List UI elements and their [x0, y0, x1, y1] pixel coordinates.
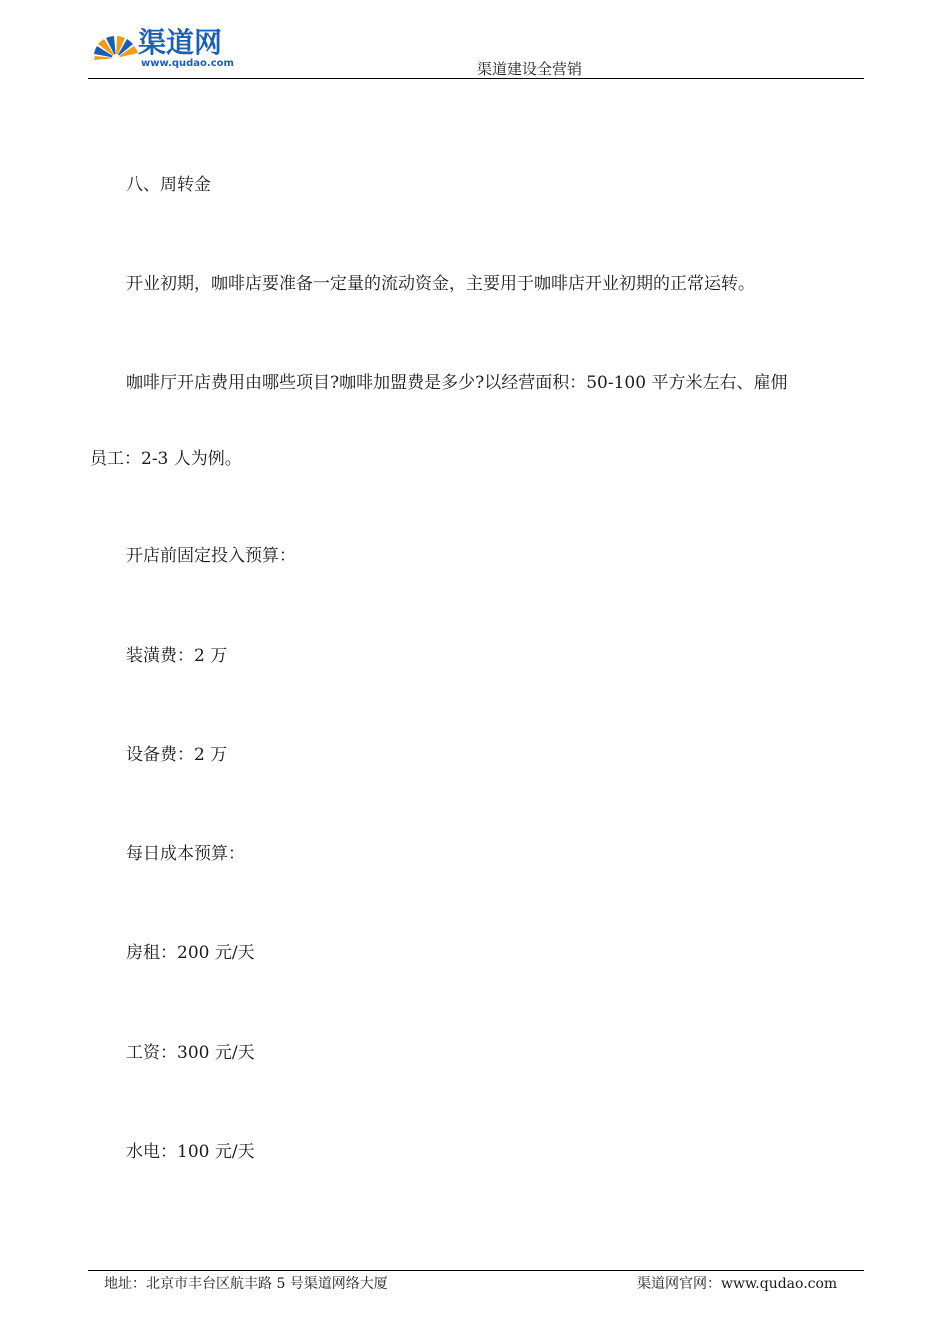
section-heading: 八、周转金 — [126, 175, 211, 195]
paragraph-cost-intro-line1: 咖啡厅开店费用由哪些项目?咖啡加盟费是多少?以经营面积：50-100 平方米左右、雇佣 — [126, 373, 788, 393]
paragraph-working-capital: 开业初期，咖啡店要准备一定量的流动资金，主要用于咖啡店开业初期的正常运转。 — [126, 274, 755, 294]
logo-url-text: www.qudao.com — [141, 58, 234, 69]
equipment-cost-item: 设备费：2 万 — [126, 745, 228, 765]
wages-cost-item: 工资：300 元/天 — [126, 1043, 255, 1063]
daily-budget-heading: 每日成本预算： — [126, 844, 245, 864]
header-title: 渠道建设全营销 — [477, 60, 583, 78]
utilities-cost-item: 水电：100 元/天 — [126, 1142, 255, 1162]
logo-brand-text: 渠道网 — [138, 26, 223, 59]
rent-cost-item: 房租：200 元/天 — [126, 943, 255, 963]
header-divider — [88, 78, 864, 79]
paragraph-cost-intro-line2: 员工：2-3 人为例。 — [90, 449, 242, 469]
footer-address: 地址：北京市丰台区航丰路 5 号渠道网络大厦 — [104, 1276, 388, 1292]
decoration-cost-item: 装潢费：2 万 — [126, 646, 228, 666]
sunburst-logo-icon — [92, 28, 138, 74]
footer-website: 渠道网官网：www.qudao.com — [637, 1276, 838, 1292]
fixed-budget-heading: 开店前固定投入预算： — [126, 546, 296, 566]
qudao-logo — [92, 26, 252, 76]
page-header — [0, 0, 950, 82]
footer-divider — [88, 1270, 864, 1271]
